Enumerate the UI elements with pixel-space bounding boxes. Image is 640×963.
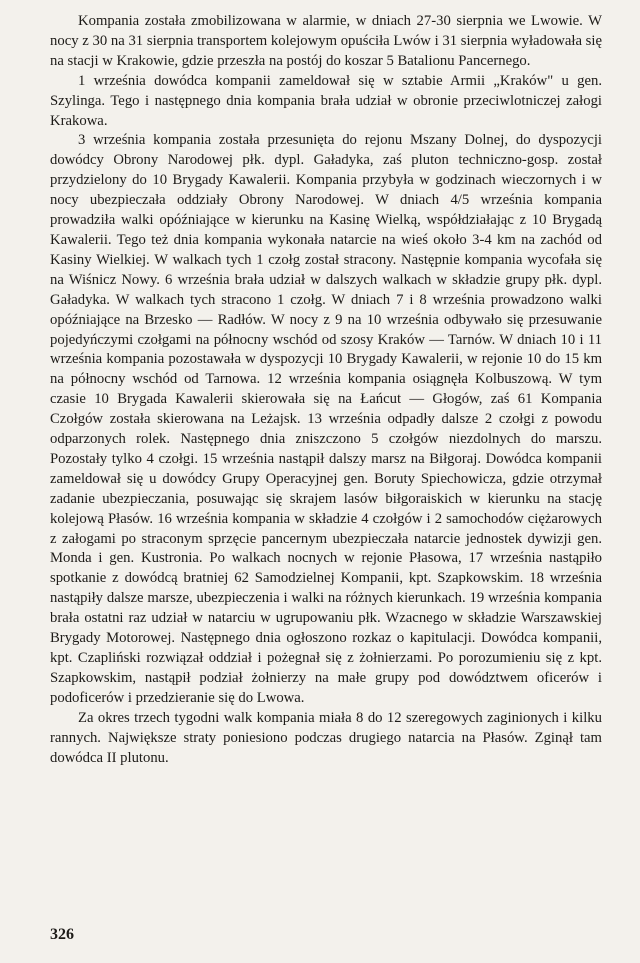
paragraph-krakow-defense: 1 września dowódca kompanii zameldował się w sztabie Armii „Kraków" u gen. Szylinga. Tego i następnego dnia kompania brała udział w obronie przeciwlotniczej załogi Krakowa. xyxy=(50,72,602,129)
paragraph-losses: Za okres trzech tygodni walk kompania miała 8 do 12 szeregowych zaginionych i kilku rannych. Największe straty poniesiono podczas drugiego natarcia na Płasów. Zginął tam dowódca II plutonu. xyxy=(50,709,602,766)
page-number: 326 xyxy=(50,926,74,943)
text-block xyxy=(50,12,602,768)
paragraph-mobilization: Kompania została zmobilizowana w alarmie, w dniach 27-30 sierpnia we Lwowie. W nocy z 30 na 31 sierpnia transportem kolejowym opuściła Lwów i 31 sierpnia wyładowała się na stacji w Krakowie, gdzie przeszła na postój do koszar 5 Batalionu Pancernego. xyxy=(50,13,602,69)
paragraph-campaign: 3 września kompania została przesunięta do rejonu Mszany Dolnej, do dyspozycji dowódcy Obrony Narodowej płk. dypl. Gaładyka, zaś pluton techniczno-gosp. został przydzielony do 10 Brygady Kawalerii. Kompania przybyła w godzinach wieczornych i w nocy ubezpieczała oddziały Obrony Narodowej. W dniach 4/5 września kompania prowadziła walki opóźniające w kierunku na Kasinę Wielką, współdziałając z 10 Brygadą Kawalerii. Tego też dnia kompania wykonała natarcie na wieś około 3-4 km na zachód od Kasiny Wielkiej. W walkach tych 1 czołg został stracony. Następnie kompania wycofała się na Wiśnicz Nowy. 6 września brała udział w dalszych walkach w składzie grupy płk. dypl. Gaładyka. W walkach tych stracono 1 czołg. W dniach 7 i 8 września prowadzono walki opóźniające na Brzesko — Radłów. W nocy z 9 na 10 września odbywało się przesuwanie pojedyńczymi czołgami na północny wschód od szosy Kraków — Tarnów. W dniach 10 i 11 września kompania pozostawała w dyspozycji 10 Brygady Kawalerii, w rejonie 10 do 15 km na północny wschód od Tarnowa. 12 września kompania osiągnęła Kolbuszową. W tym czasie 10 Brygada Kawalerii skierowała się na Łańcut — Głogów, zaś 61 Kompania Czołgów została skierowana na Leżajsk. 13 września odpadły dalsze 2 czołgi z powodu odparzonych rolek. Następnego dnia zniszczono 5 czołgów niezdolnych do marszu. Pozostały tylko 4 czołgi. 15 września nastąpił dalszy marsz na Biłgoraj. Dowódca kompanii zameldował się u dowódcy Grupy Operacyjnej gen. Boruty Spiechowicza, gdzie otrzymał zadanie ubezpieczania, posuwając się skrajem lasów biłgoraiskich w kierunku na stację kolejową Płasów. 16 września kompania w składzie 4 czołgów i 2 samochodów ciężarowych z załogami po straconym sprzęcie pancernym ubezpieczała natarcie jednostek dywizji gen. Monda i gen. Kustronia. Po walkach nocnych w rejonie Płasowa, 17 września nastąpiło spotkanie z dowódcą bratniej 62 Samodzielnej Kompanii, kpt. Szapkowskim. 18 września nastąpiły dalsze marsze, ubezpieczenia i walki na różnych kierunkach. 19 września kompania brała ostatni raz udział w natarciu w ugrupowaniu płk. Wzacnego w składzie Warszawskiej Brygady Motorowej. Następnego dnia ogłoszono rozkaz o kapitulacji. Dowódca kompanii, kpt. Czapliński rozwiązał oddział i pożegnał się z żołnierzami. Po porozumieniu się z kpt. Szapkowskim, nastąpił podział żołnierzy na małe grupy pod dowództwem oficerów i podoficerów i przedzieranie się do Lwowa. xyxy=(50,132,602,706)
